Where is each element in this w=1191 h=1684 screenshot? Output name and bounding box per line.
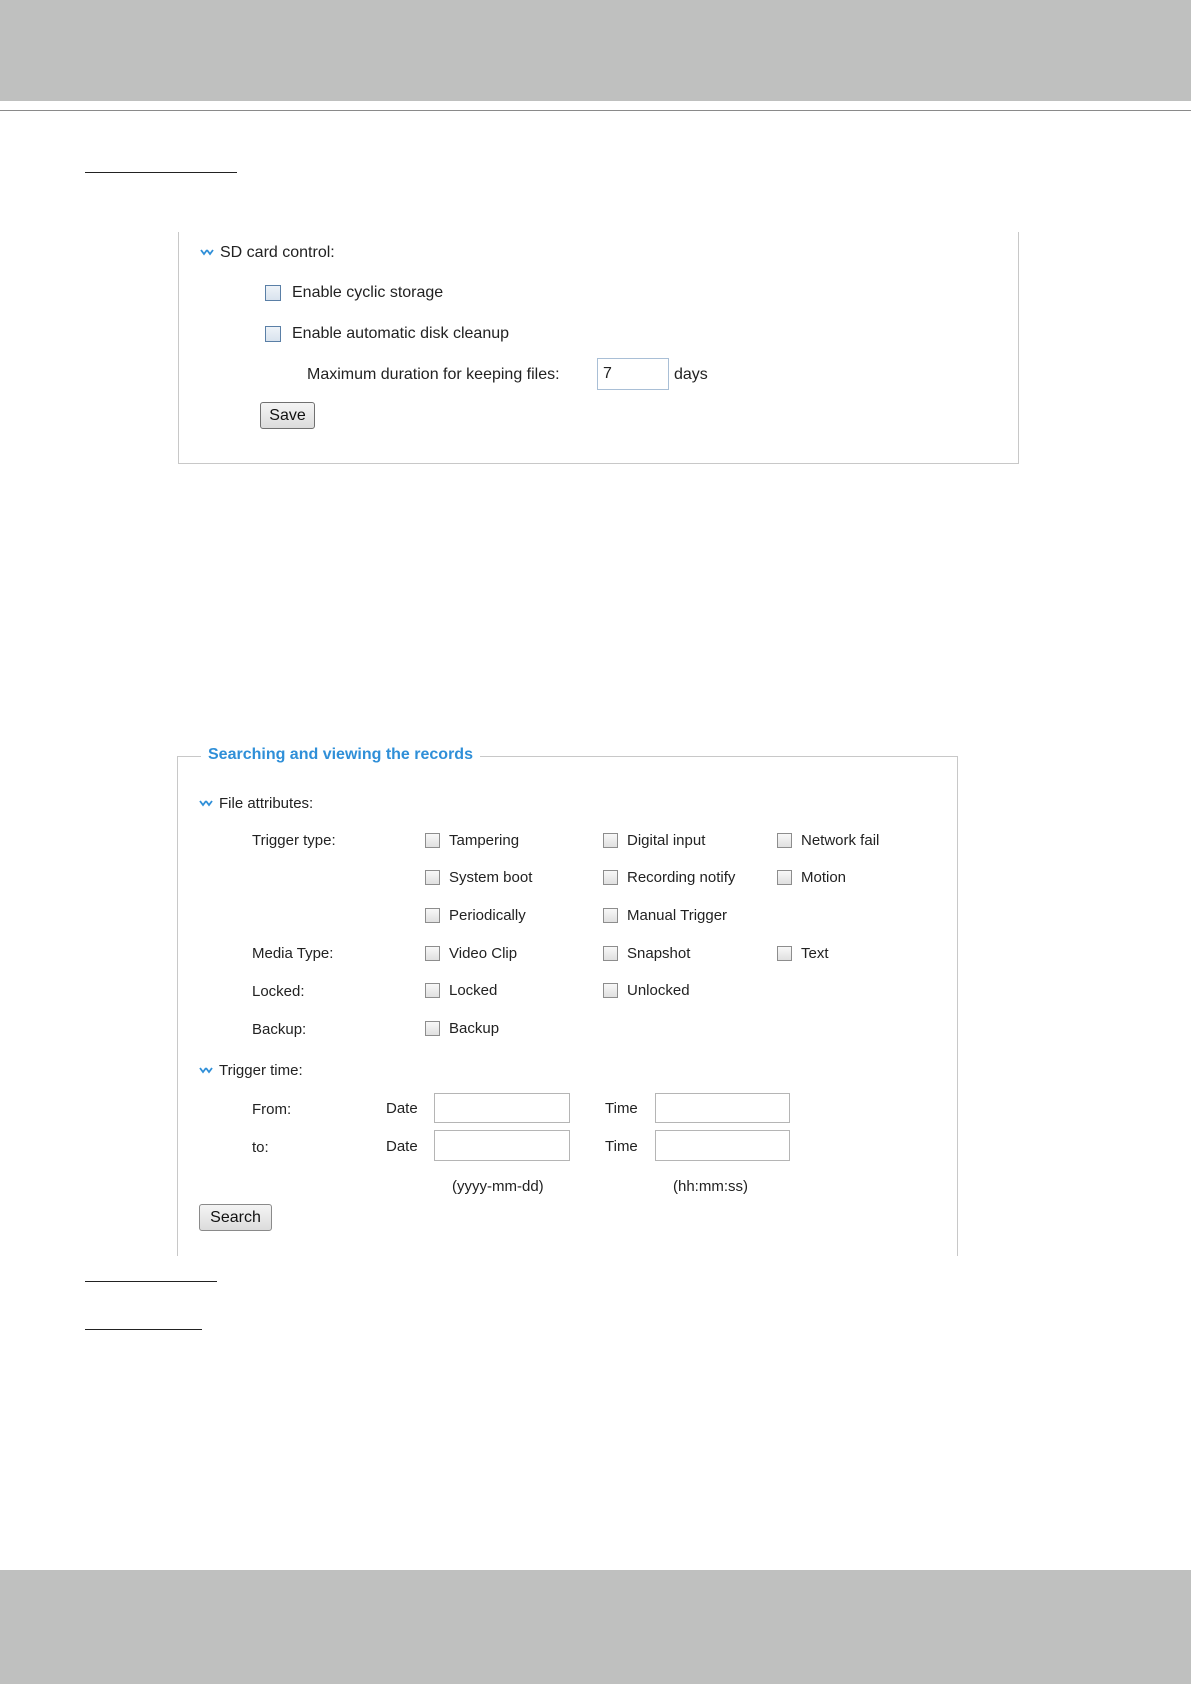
option-video-clip[interactable] bbox=[425, 945, 517, 962]
digital-input-checkbox[interactable] bbox=[603, 833, 618, 848]
search-button[interactable]: Search bbox=[199, 1204, 272, 1231]
header-divider bbox=[0, 110, 1191, 111]
file-attributes-label: File attributes: bbox=[219, 795, 314, 812]
option-network-fail[interactable] bbox=[777, 832, 879, 849]
periodically-label: Periodically bbox=[449, 907, 526, 924]
option-periodically[interactable] bbox=[425, 907, 526, 924]
tampering-checkbox[interactable] bbox=[425, 833, 440, 848]
text-label: Text bbox=[801, 945, 829, 962]
locked-label: Locked bbox=[449, 982, 498, 999]
network-fail-label: Network fail bbox=[801, 832, 880, 849]
tampering-label: Tampering bbox=[449, 832, 520, 849]
from-time-label: Time bbox=[605, 1100, 638, 1117]
motion-label: Motion bbox=[801, 869, 847, 886]
option-text[interactable] bbox=[777, 945, 829, 962]
sd-card-heading bbox=[200, 244, 335, 262]
option-digital-input[interactable] bbox=[603, 832, 705, 849]
search-records-panel bbox=[177, 756, 958, 1256]
from-time-input[interactable] bbox=[655, 1093, 790, 1123]
manual-trigger-label: Manual Trigger bbox=[627, 907, 728, 924]
option-recording-notify[interactable] bbox=[603, 869, 735, 886]
backup-label: Backup bbox=[449, 1020, 500, 1037]
sd-card-panel bbox=[178, 232, 1019, 464]
unlocked-label: Unlocked bbox=[627, 982, 690, 999]
to-date-label: Date bbox=[386, 1138, 418, 1155]
from-date-label: Date bbox=[386, 1100, 418, 1117]
trigger-time-heading bbox=[199, 1062, 303, 1079]
to-time-input[interactable] bbox=[655, 1130, 790, 1161]
video-clip-checkbox[interactable] bbox=[425, 946, 440, 961]
unlocked-checkbox[interactable] bbox=[603, 983, 618, 998]
max-duration-input[interactable] bbox=[597, 358, 669, 390]
trigger-type-label: Trigger type: bbox=[252, 832, 336, 849]
option-manual-trigger[interactable] bbox=[603, 907, 727, 924]
section-underline-middle bbox=[85, 1281, 217, 1282]
periodically-checkbox[interactable] bbox=[425, 908, 440, 923]
cyclic-storage-checkbox[interactable] bbox=[265, 285, 281, 301]
backup-row-label: Backup: bbox=[252, 1021, 307, 1038]
snapshot-checkbox[interactable] bbox=[603, 946, 618, 961]
locked-row-label: Locked: bbox=[252, 983, 305, 1000]
media-type-label: Media Type: bbox=[252, 945, 334, 962]
digital-input-label: Digital input bbox=[627, 832, 706, 849]
text-checkbox[interactable] bbox=[777, 946, 792, 961]
option-tampering[interactable] bbox=[425, 832, 519, 849]
option-unlocked[interactable] bbox=[603, 982, 690, 999]
date-format-hint: (yyyy-mm-dd) bbox=[452, 1178, 544, 1195]
to-time-label: Time bbox=[605, 1138, 638, 1155]
cyclic-storage-label: Enable cyclic storage bbox=[292, 284, 444, 301]
system-boot-checkbox[interactable] bbox=[425, 870, 440, 885]
system-boot-label: System boot bbox=[449, 869, 533, 886]
chevron-down-icon bbox=[199, 1066, 213, 1076]
snapshot-label: Snapshot bbox=[627, 945, 691, 962]
backup-checkbox[interactable] bbox=[425, 1021, 440, 1036]
page-header-bar bbox=[0, 0, 1191, 101]
save-button[interactable]: Save bbox=[260, 402, 315, 429]
section-underline-top bbox=[85, 172, 237, 173]
file-attributes-heading bbox=[199, 795, 313, 812]
video-clip-label: Video Clip bbox=[449, 945, 518, 962]
from-label: From: bbox=[252, 1101, 292, 1118]
chevron-down-icon bbox=[199, 799, 213, 809]
chevron-down-icon bbox=[200, 248, 214, 258]
option-snapshot[interactable] bbox=[603, 945, 690, 962]
max-duration-unit: days bbox=[674, 366, 708, 383]
sd-card-heading-label: SD card control: bbox=[220, 244, 335, 261]
option-backup[interactable] bbox=[425, 1020, 499, 1037]
max-duration-label: Maximum duration for keeping files: bbox=[307, 366, 560, 383]
locked-checkbox[interactable] bbox=[425, 983, 440, 998]
option-system-boot[interactable] bbox=[425, 869, 532, 886]
motion-checkbox[interactable] bbox=[777, 870, 792, 885]
from-date-input[interactable] bbox=[434, 1093, 570, 1123]
page-footer-bar bbox=[0, 1570, 1191, 1684]
option-locked[interactable] bbox=[425, 982, 497, 999]
to-label: to: bbox=[252, 1139, 269, 1156]
time-format-hint: (hh:mm:ss) bbox=[673, 1178, 748, 1195]
search-records-legend: Searching and viewing the records bbox=[201, 746, 480, 764]
disk-cleanup-checkbox[interactable] bbox=[265, 326, 281, 342]
option-motion[interactable] bbox=[777, 869, 846, 886]
trigger-time-label: Trigger time: bbox=[219, 1062, 303, 1079]
to-date-input[interactable] bbox=[434, 1130, 570, 1161]
disk-cleanup-label: Enable automatic disk cleanup bbox=[292, 325, 510, 342]
recording-notify-checkbox[interactable] bbox=[603, 870, 618, 885]
network-fail-checkbox[interactable] bbox=[777, 833, 792, 848]
manual-trigger-checkbox[interactable] bbox=[603, 908, 618, 923]
recording-notify-label: Recording notify bbox=[627, 869, 736, 886]
section-underline-bottom bbox=[85, 1329, 202, 1330]
